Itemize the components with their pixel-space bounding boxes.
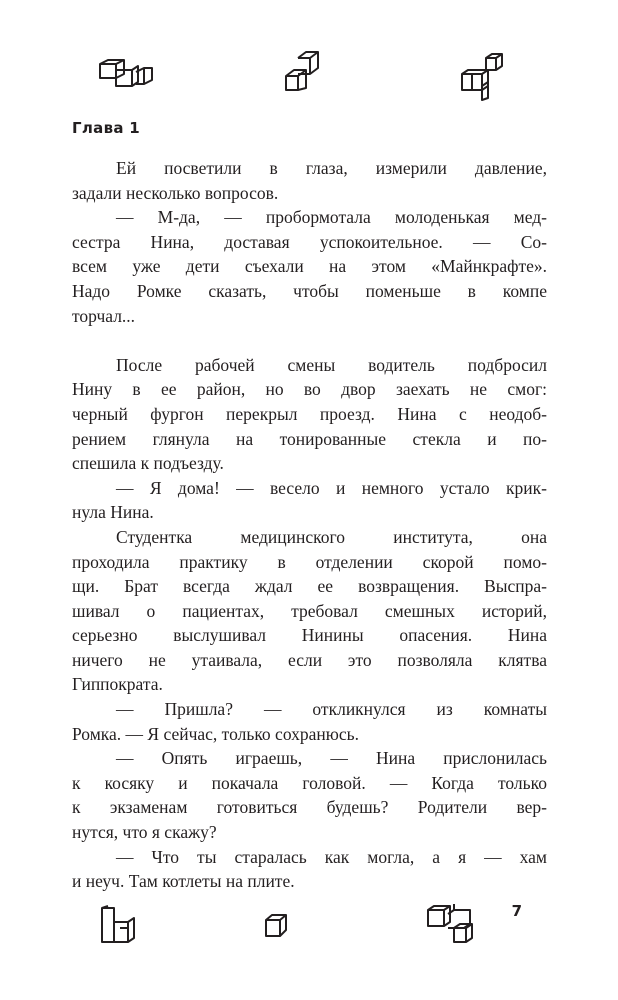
text-line: сестра Нина, доставая успокоительное. — Со- bbox=[72, 231, 547, 252]
text-line: — Опять играешь, — Нина прислонилась bbox=[116, 748, 547, 769]
cube-pair-icon bbox=[424, 900, 476, 946]
text-line: задали несколько вопросов. bbox=[72, 182, 279, 203]
text-line: черный фургон перекрыл проезд. Нина с неодоб- bbox=[72, 403, 547, 424]
text-line: щи. Брат всегда ждал ее возвращения. Выспра- bbox=[72, 576, 547, 597]
text-line: нутся, что я скажу? bbox=[72, 822, 217, 843]
cube-corner-icon bbox=[98, 904, 140, 946]
text-line: Гиппократа. bbox=[72, 674, 163, 695]
text-line: проходила практику в отделении скорой помо- bbox=[72, 551, 547, 572]
text-line: Студентка медицинского института, она bbox=[116, 526, 547, 547]
cube-stack-icon bbox=[284, 48, 328, 92]
text-line: нула Нина. bbox=[72, 502, 154, 523]
text-line: шивал о пациентах, требовал смешных историй, bbox=[72, 600, 547, 621]
text-line: и неуч. Там котлеты на плите. bbox=[72, 871, 295, 892]
text-line: После рабочей смены водитель подбросил bbox=[116, 354, 547, 375]
body-text bbox=[72, 156, 547, 894]
text-line: к косяку и покачала головой. — Когда только bbox=[72, 772, 547, 793]
page-number: 7 bbox=[511, 902, 522, 920]
text-line: — М-да, — пробормотала молоденькая мед- bbox=[116, 207, 547, 228]
text-line: спешила к подъезду. bbox=[72, 453, 224, 474]
text-line: — Пришла? — откликнулся из комнаты bbox=[116, 699, 547, 720]
text-line: торчал... bbox=[72, 305, 136, 326]
text-line: Ей посветили в глаза, измерили давление, bbox=[116, 158, 547, 178]
text-line: — Что ты старалась как могла, а я — хам bbox=[116, 846, 547, 867]
cube-tower-icon bbox=[458, 50, 506, 102]
text-line: — Я дома! — весело и немного устало крик- bbox=[116, 477, 547, 498]
text-line: серьезно выслушивал Нинины опасения. Нина bbox=[72, 625, 547, 646]
text-line: к экзаменам готовиться будешь? Родители вер- bbox=[72, 797, 547, 818]
text-line: Нину в ее район, но во двор заехать не смог: bbox=[72, 379, 547, 400]
cube-cluster-icon bbox=[96, 56, 154, 92]
single-cube-icon bbox=[262, 912, 290, 940]
chapter-heading: Глава 1 bbox=[72, 119, 141, 137]
text-line: Ромка. — Я сейчас, только сохранюсь. bbox=[72, 723, 359, 744]
text-line: всем уже дети съехали на этом «Майнкрафте». bbox=[72, 256, 547, 277]
text-line: ничего не утаивала, если это позволяла клятва bbox=[72, 649, 547, 670]
text-line: Надо Ромке сказать, чтобы поменьше в компе bbox=[72, 280, 547, 301]
text-line: рением глянула на тонированные стекла и по- bbox=[72, 428, 547, 449]
